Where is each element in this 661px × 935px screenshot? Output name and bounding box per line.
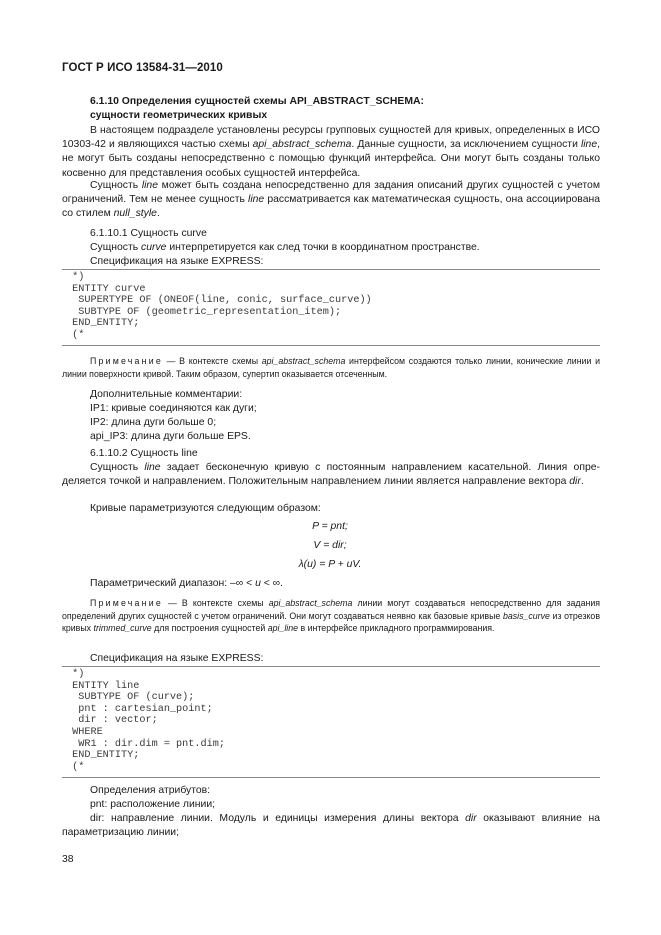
text-run-italic: api_abstract_schema bbox=[252, 139, 352, 151]
code-line: pnt : cartesian_point; bbox=[66, 703, 213, 715]
section-heading bbox=[62, 95, 600, 123]
text-run-italic: line bbox=[144, 462, 161, 473]
text-run: dir: направление линии. Модуль и единицы измерения длины вектора bbox=[90, 813, 466, 824]
text-run: — bbox=[162, 356, 180, 366]
code-line: *) bbox=[66, 272, 85, 283]
comments-label: Дополнительные комментарии: bbox=[90, 389, 243, 400]
text-run-italic: basis_curve bbox=[502, 610, 550, 621]
text-run: — bbox=[162, 598, 182, 608]
line-spec-label: Спецификация на языке EXPRESS: bbox=[90, 653, 264, 664]
code-line: *) bbox=[66, 669, 85, 680]
code-line: SUBTYPE OF (curve); bbox=[66, 692, 195, 704]
attribute-dir bbox=[62, 812, 600, 840]
curve-spec-label: Спецификация на языке EXPRESS: bbox=[90, 256, 264, 267]
text-run: оказывают влияние на параметризацию линии; bbox=[62, 813, 600, 839]
code-line: dir : vector; bbox=[66, 715, 158, 727]
document-header: ГОСТ Р ИСО 13584-31—2010 bbox=[62, 62, 223, 74]
comment-item: api_IP3: длина дуги больше EPS. bbox=[90, 431, 251, 442]
text-run: В настоящем подразделе установлены ресурсы групповых сущностей для кривых, определенных в ИСО 10303-42 и являющихся частью схемы bbox=[62, 125, 600, 151]
note-label: Примечание bbox=[90, 598, 163, 608]
attribute-pnt: pnt: расположение линии; bbox=[90, 799, 216, 810]
text-run-italic: api_line bbox=[267, 623, 299, 634]
text-run: . Данные сущности, за исключением сущности bbox=[351, 139, 581, 151]
text-run: из отрезков кривых bbox=[62, 610, 600, 634]
text-run-italic: line bbox=[580, 139, 598, 151]
text-run: интерпретируется как след точки в координатном пространстве. bbox=[166, 242, 480, 253]
text-run: для построения сущностей bbox=[151, 623, 268, 634]
text-run-italic: trimmed_curve bbox=[93, 623, 152, 634]
line-note bbox=[62, 597, 600, 635]
text-run: линии могут создаваться непосредственно для задания определений других сущностей с учетом ограничений. Они могут создаваться неявно как базовые кривые bbox=[62, 598, 600, 621]
code-line: SUPERTYPE OF (ONEOF(line, conic, surface_curve)) bbox=[66, 295, 372, 307]
text-run-italic: line bbox=[248, 194, 265, 206]
code-divider-top bbox=[62, 666, 600, 667]
text-run-italic: line bbox=[141, 180, 158, 191]
line-subsection-heading: 6.1.10.2 Сущность line bbox=[90, 448, 198, 459]
line-express-code bbox=[66, 669, 225, 773]
text-run-italic: null_style bbox=[113, 208, 157, 220]
code-line: ENTITY curve bbox=[66, 283, 146, 295]
text-run: , не могут быть созданы непосредственно с помощью функций интерфейса. Они могут быть созданы только косвенно для представления особых сущностей интерфейса. bbox=[62, 139, 601, 179]
line-entity-paragraph bbox=[62, 179, 600, 222]
comment-item: IP1: кривые соединяются как дуги; bbox=[90, 403, 257, 414]
text-run-italic: dir bbox=[465, 813, 477, 824]
code-line: SUBTYPE OF (geometric_representation_item); bbox=[66, 306, 342, 318]
text-run: в интерфейсе прикладного программирования. bbox=[298, 623, 495, 634]
text-run: . bbox=[580, 476, 584, 488]
text-run-italic: api_abstract_schema bbox=[268, 598, 353, 608]
curve-note bbox=[62, 355, 600, 380]
parametrization-intro: Кривые параметризуются следующим образом: bbox=[90, 503, 321, 514]
code-line: END_ENTITY; bbox=[66, 318, 140, 330]
curve-subsection-heading: 6.1.10.1 Сущность curve bbox=[90, 228, 207, 239]
text-run: Сущность bbox=[90, 180, 142, 191]
note-label: Примечание bbox=[90, 356, 163, 366]
code-line: (* bbox=[66, 329, 85, 341]
formula-lambda: λ(u) = P + uV. bbox=[298, 559, 362, 570]
text-run: рассматривается как математическая сущность, она ассоциирована со стилем bbox=[62, 194, 600, 220]
line-description bbox=[62, 461, 600, 489]
text-run: интерфейсом создаются только линии, конические линии и линии поверхности кривой. Таким образом, супертип оказывается отсеченным. bbox=[62, 356, 600, 379]
section-heading-line1: 6.1.10 Определения сущностей схемы API_ABSTRACT_SCHEMA: bbox=[90, 96, 424, 107]
text-run: Параметрический диапазон: –∞ < bbox=[90, 578, 256, 589]
text-run: задает бесконечную кривую с постоянным направлением касательной. Линия определяется точкой и направлением. Положительным направлением линии является направление вектора bbox=[62, 462, 600, 488]
parameter-range bbox=[62, 577, 600, 591]
text-run-italic: dir bbox=[569, 476, 581, 488]
text-run-italic: curve bbox=[141, 242, 167, 253]
text-run: В контексте схемы bbox=[179, 356, 262, 366]
text-run: Сущность bbox=[90, 462, 145, 473]
page-number: 38 bbox=[62, 854, 74, 865]
code-line: (* bbox=[66, 761, 85, 773]
text-run: может быть создана непосредственно для задания описаний других сущностей с учетом ограничений. Тем не менее сущность bbox=[62, 180, 600, 206]
text-run: . bbox=[156, 208, 160, 220]
text-run: Сущность bbox=[90, 242, 142, 253]
text-run: < ∞. bbox=[260, 578, 283, 589]
text-run-italic: u bbox=[255, 578, 261, 589]
formula-vector: V = dir; bbox=[313, 540, 347, 551]
code-line: WR1 : dir.dim = pnt.dim; bbox=[66, 738, 225, 750]
section-heading-line2: сущности геометрических кривых bbox=[90, 110, 268, 121]
curve-description bbox=[62, 241, 600, 255]
curve-express-code bbox=[66, 272, 372, 342]
code-line: WHERE bbox=[66, 726, 103, 738]
text-run: В контексте схемы bbox=[181, 598, 269, 608]
intro-paragraph bbox=[62, 124, 600, 181]
formula-point: P = pnt; bbox=[312, 521, 348, 532]
comment-item: IP2: длина дуги больше 0; bbox=[90, 417, 217, 428]
code-divider-top bbox=[62, 269, 600, 270]
code-divider-bottom bbox=[62, 345, 600, 346]
code-line: END_ENTITY; bbox=[66, 750, 140, 762]
text-run-italic: api_abstract_schema bbox=[261, 356, 346, 366]
code-divider-bottom bbox=[62, 777, 600, 778]
code-line: ENTITY line bbox=[66, 680, 140, 692]
attributes-label: Определения атрибутов: bbox=[90, 785, 211, 796]
